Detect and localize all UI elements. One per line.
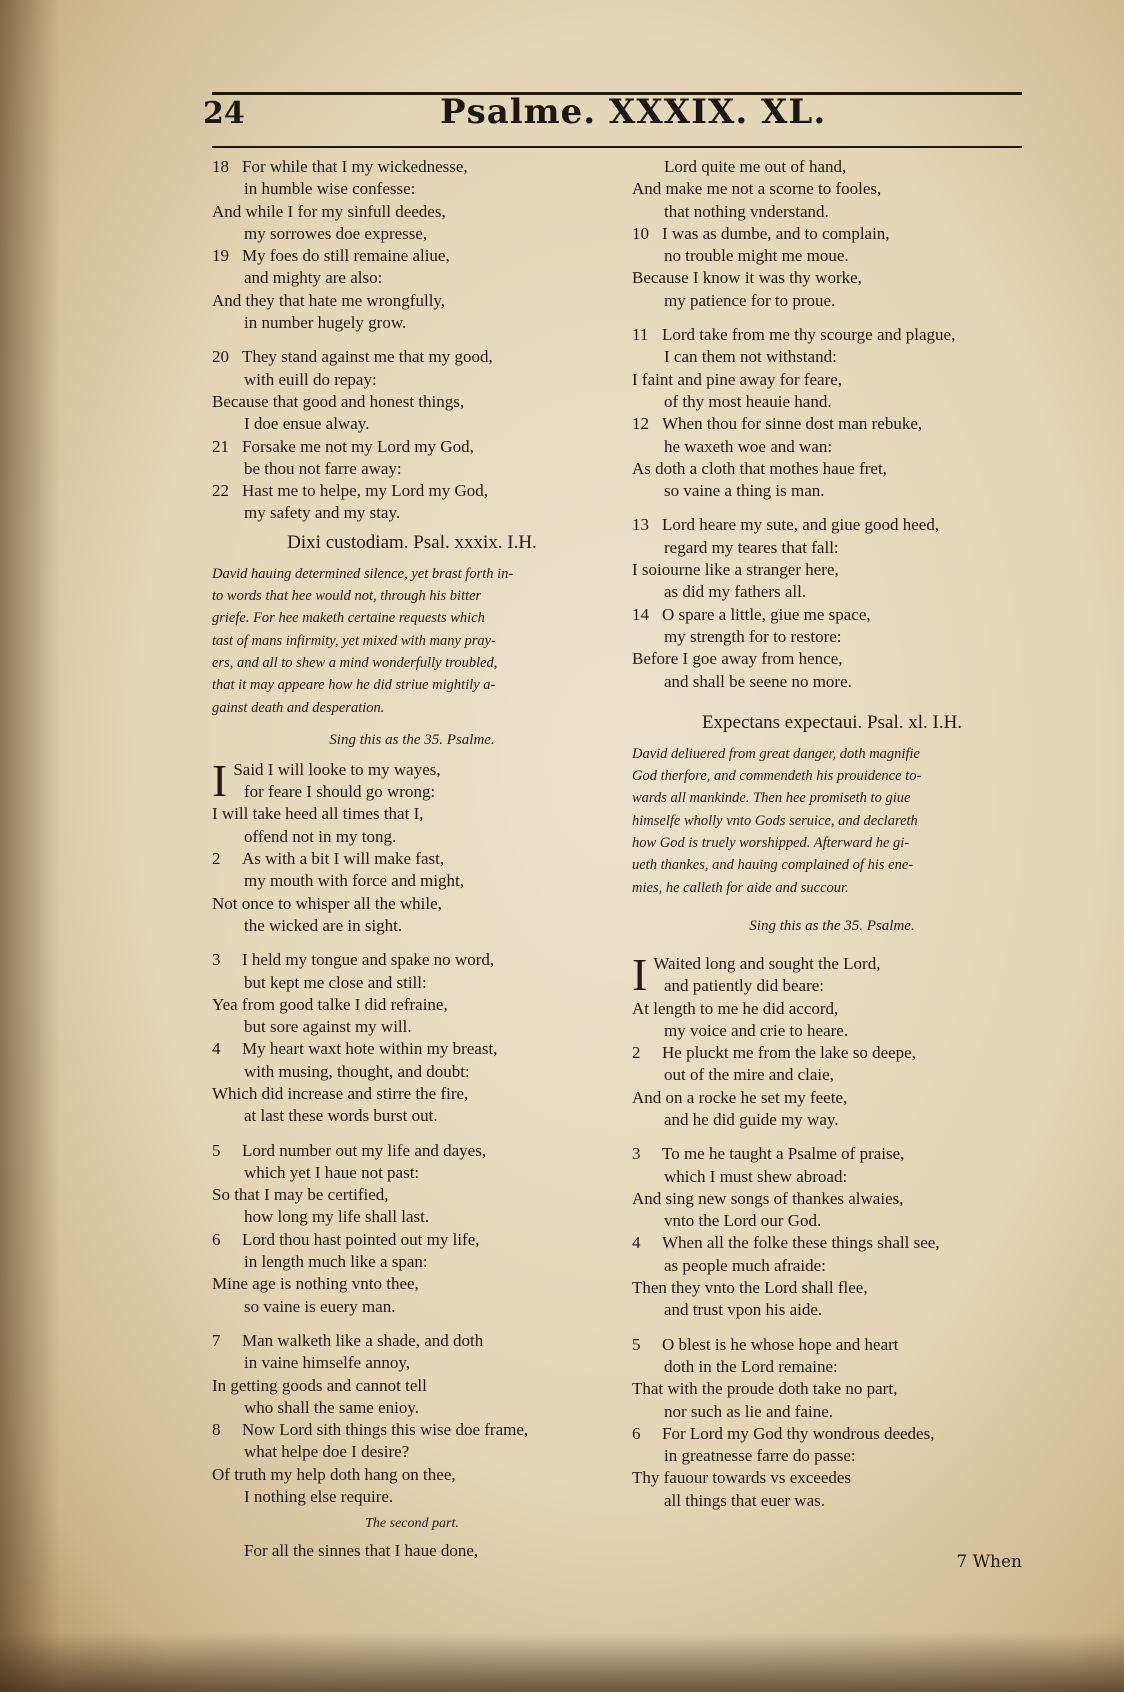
verse-line [212, 1419, 612, 1441]
verse-line [212, 848, 612, 870]
verse-line [212, 1229, 612, 1251]
verse-text: but sore against my will. [244, 1017, 412, 1037]
verse-line [212, 346, 612, 368]
verse-text: all things that euer was. [664, 1490, 825, 1510]
verse-number: 3 [632, 1144, 641, 1164]
stanza-gap [632, 312, 1032, 324]
verse-text: he waxeth woe and wan: [664, 436, 833, 456]
verse-text: I soiourne like a stranger here, [632, 560, 839, 580]
argument-line: to words that hee would not, through his bitter [212, 588, 482, 605]
verse-line [632, 178, 1032, 200]
verse-line [632, 346, 1032, 368]
verse-line [212, 1083, 612, 1105]
verse-text: Because that good and honest things, [212, 391, 465, 411]
argument-line: David deliuered from great danger, doth magnifie [632, 745, 920, 762]
verse-number: 18 [212, 157, 229, 176]
running-title: Psalme. XXXIX. XL. [440, 92, 827, 132]
verse-line [632, 290, 1032, 312]
verse-text: how long my life shall last. [244, 1207, 430, 1227]
verse-line [632, 1020, 1032, 1042]
verse-line [212, 391, 612, 413]
page-gutter-shadow [0, 0, 60, 1692]
psalm-39-ending [632, 156, 1032, 693]
verse-text: and trust vpon his aide. [664, 1300, 823, 1320]
stanza-gap [632, 502, 1032, 514]
verse-line [212, 502, 612, 524]
verse-number: 21 [212, 436, 229, 456]
verse-line [212, 267, 612, 289]
verse-text: Lord quite me out of hand, [664, 157, 847, 176]
verse-text: what helpe doe I desire? [244, 1442, 410, 1462]
verse-text: I was as dumbe, and to complain, [662, 223, 890, 243]
argument-line: gainst death and desperation. [212, 699, 385, 716]
verse-text: And sing new songs of thankes alwaies, [632, 1188, 904, 1208]
verse-line [632, 458, 1032, 480]
argument-line: mies, he calleth for aide and succour. [632, 879, 849, 896]
verse-text: They stand against me that my good, [242, 347, 493, 367]
verse-line [632, 1210, 1032, 1232]
verse-line [632, 581, 1032, 603]
verse-text: O blest is he whose hope and heart [662, 1334, 899, 1354]
verse-line [632, 480, 1032, 502]
argument-line: God therfore, and commendeth his prouidence to- [632, 768, 922, 785]
verse-number: 6 [632, 1423, 641, 1443]
verse-text: and mighty are also: [244, 268, 383, 288]
verse-text: He pluckt me from the lake so deepe, [662, 1043, 916, 1063]
verse-line [212, 1397, 612, 1419]
verse-line [632, 1109, 1032, 1131]
verse-text: When thou for sinne dost man rebuke, [662, 414, 923, 434]
verse-line [632, 223, 1032, 245]
verse-line [632, 1299, 1032, 1321]
verse-line [632, 1334, 1032, 1356]
verse-line: Waited long and sought the Lord, [653, 953, 881, 973]
verse-text: When all the folke these things shall see, [662, 1233, 940, 1253]
verse-text: Lord heare my sute, and giue good heed, [662, 515, 940, 535]
verse-line [632, 156, 1032, 178]
verse-line [212, 1140, 612, 1162]
verse-number: 3 [212, 950, 221, 970]
psalm-argument [212, 563, 612, 719]
verse-text: At length to me he did accord, [632, 998, 839, 1018]
verse-line [632, 436, 1032, 458]
psalm-39-verses [212, 803, 612, 1508]
verse-number: 8 [212, 1420, 221, 1440]
verse-text: Thy fauour towards vs exceedes [632, 1468, 852, 1488]
verse-text: out of the mire and claie, [664, 1065, 834, 1085]
verse-line [632, 559, 1032, 581]
verse-text: Now Lord sith things this wise doe frame, [242, 1420, 529, 1440]
catchword: 7 When [956, 1552, 1022, 1572]
verse-text: Then they vnto the Lord shall flee, [632, 1278, 868, 1298]
verse-line [212, 949, 612, 971]
right-column [632, 156, 1032, 1512]
psalm-40-verses [632, 998, 1032, 1513]
verse-line [212, 1273, 612, 1295]
verse-line [632, 1064, 1032, 1086]
page-number: 24 [203, 96, 245, 131]
verse-line [212, 1061, 612, 1083]
verse-line [212, 972, 612, 994]
verse-text: in number hugely grow. [244, 313, 407, 333]
verse-line [632, 648, 1032, 670]
verse-line [632, 1401, 1032, 1423]
verse-text: My foes do still remaine aliue, [242, 246, 450, 266]
verse-text: Of truth my help doth hang on thee, [212, 1464, 456, 1484]
verse-text: but kept me close and still: [244, 972, 427, 992]
verse-text: my patience for to proue. [664, 290, 836, 310]
verse-line [212, 178, 612, 200]
verse-text: Man walketh like a shade, and doth [242, 1330, 484, 1350]
verse-text: nor such as lie and faine. [664, 1401, 833, 1421]
verse-line [212, 1486, 612, 1508]
verse-text: with musing, thought, and doubt: [244, 1061, 470, 1081]
verse-line [632, 245, 1032, 267]
verse-text: For Lord my God thy wondrous deedes, [662, 1423, 935, 1443]
verse-text: my safety and my stay. [244, 503, 401, 523]
verse-line [212, 290, 612, 312]
verse-text: I nothing else require. [244, 1487, 394, 1507]
tune-instruction: Sing this as the 35. Psalme. [749, 917, 915, 934]
verse-number: 6 [212, 1229, 221, 1249]
verse-text: So that I may be certified, [212, 1185, 389, 1205]
verse-line [212, 480, 612, 502]
verse-one [212, 754, 612, 806]
argument-line: ers, and all to shew a mind wonderfully troubled, [212, 654, 498, 671]
stanza-gap [212, 334, 612, 346]
verse-line [632, 324, 1032, 346]
verse-line [632, 1042, 1032, 1064]
verse-text: For while that I my wickednesse, [242, 157, 468, 176]
verse-line [212, 803, 612, 825]
verse-line [632, 369, 1032, 391]
verse-line [632, 1232, 1032, 1254]
verse-line [212, 1375, 612, 1397]
verse-text: I will take heed all times that I, [212, 804, 424, 824]
argument-line: tast of mans infirmity, yet mixed with many pray- [212, 632, 496, 649]
verse-line [632, 413, 1032, 435]
verse-line [212, 994, 612, 1016]
verse-text: in humble wise confesse: [244, 179, 416, 199]
verse-line [212, 312, 612, 334]
stanza-gap [632, 1322, 1032, 1334]
verse-text: in greatnesse farre do passe: [664, 1446, 856, 1466]
argument-line: griefe. For hee maketh certaine requests which [212, 610, 485, 627]
verse-text: my strength for to restore: [664, 626, 842, 646]
verse-line [632, 267, 1032, 289]
argument-line: how God is truely worshipped. Afterward he gi- [632, 835, 910, 852]
verse-text: doth in the Lord remaine: [664, 1356, 838, 1376]
verse-text: as people much afraide: [664, 1255, 826, 1275]
verse-number: 11 [632, 325, 649, 345]
verse-line: For all the sinnes that I haue done, [244, 1541, 479, 1561]
verse-number: 5 [212, 1140, 221, 1160]
verse-line [212, 436, 612, 458]
verse-text: my mouth with force and might, [244, 871, 465, 891]
drop-cap: I [632, 948, 648, 1000]
verse-text: Lord thou hast pointed out my life, [242, 1229, 480, 1249]
verse-text: In getting goods and cannot tell [212, 1375, 427, 1395]
verse-text: Hast me to helpe, my Lord my God, [242, 481, 488, 501]
part-label: The second part. [365, 1516, 459, 1532]
verse-line [212, 1251, 612, 1273]
verse-text: so vaine is euery man. [244, 1296, 396, 1316]
verse-text: my sorrowes doe expresse, [244, 223, 428, 243]
verse-number: 12 [632, 414, 649, 434]
verse-text: vnto the Lord our God. [664, 1211, 822, 1231]
tune-instruction: Sing this as the 35. Psalme. [329, 731, 495, 748]
verse-line [632, 537, 1032, 559]
verse-text: O spare a little, giue me space, [662, 604, 871, 624]
verse-line [212, 1206, 612, 1228]
verse-text: And while I for my sinfull deedes, [212, 201, 446, 221]
verse-line [212, 458, 612, 480]
verse-line [212, 1296, 612, 1318]
verse-line [632, 1143, 1032, 1165]
verse-line [632, 998, 1032, 1020]
verse-line [632, 1467, 1032, 1489]
verse-number: 2 [212, 849, 221, 869]
verse-text: Forsake me not my Lord my God, [242, 436, 474, 456]
verse-number: 2 [632, 1043, 641, 1063]
verse-text: Which did increase and stirre the fire, [212, 1083, 469, 1103]
verse-line [632, 671, 1032, 693]
verse-line [212, 223, 612, 245]
verse-text: so vaine a thing is man. [664, 481, 825, 501]
verse-text: And make me not a scorne to fooles, [632, 179, 882, 199]
stanza-gap [212, 1128, 612, 1140]
left-column [212, 156, 612, 1563]
verse-line [212, 826, 612, 848]
verse-line [212, 201, 612, 223]
verse-text: offend not in my tong. [244, 826, 397, 846]
stanza-gap [632, 1131, 1032, 1143]
verse-text: As with a bit I will make fast, [242, 849, 445, 869]
verse-line [632, 391, 1032, 413]
verse-line [632, 1277, 1032, 1299]
verse-text: in vaine himselfe annoy, [244, 1353, 411, 1373]
header-bottom-rule [212, 146, 1022, 148]
verse-number: 10 [632, 223, 649, 243]
psalm-heading: Expectans expectaui. Psal. xl. I.H. [701, 711, 963, 733]
verse-text: Mine age is nothing vnto thee, [212, 1274, 419, 1294]
verse-text: Lord number out my life and dayes, [242, 1140, 487, 1160]
verse-text: As doth a cloth that mothes haue fret, [632, 458, 887, 478]
verse-line [212, 1162, 612, 1184]
verse-line [632, 514, 1032, 536]
psalm-heading: Dixi custodiam. Psal. xxxix. I.H. [287, 531, 537, 553]
verse-text: That with the proude doth take no part, [632, 1379, 898, 1399]
verse-line [632, 1356, 1032, 1378]
verse-line [212, 1330, 612, 1352]
verse-line: Said I will looke to my wayes, [233, 759, 441, 779]
verse-text: at last these words burst out. [244, 1106, 438, 1126]
verse-line [212, 870, 612, 892]
verse-line [632, 626, 1032, 648]
verse-line [212, 369, 612, 391]
verse-text: And they that hate me wrongfully, [212, 290, 446, 310]
verse-line [632, 604, 1032, 626]
verse-line [212, 1464, 612, 1486]
drop-cap: I [212, 754, 228, 806]
verse-line [212, 1352, 612, 1374]
verse-text: Not once to whisper all the while, [212, 893, 442, 913]
verse-text: which I must shew abroad: [664, 1166, 848, 1186]
verse-line [212, 1184, 612, 1206]
verse-text: Because I know it was thy worke, [632, 268, 862, 288]
verse-text: I doe ensue alway. [244, 414, 370, 434]
verse-text: who shall the same enioy. [244, 1397, 419, 1417]
verse-text: the wicked are in sight. [244, 915, 403, 935]
psalm-argument [632, 743, 1032, 899]
verse-text: as did my fathers all. [664, 582, 807, 602]
verse-line [212, 245, 612, 267]
verse-text: which yet I haue not past: [244, 1162, 420, 1182]
verse-number: 7 [212, 1330, 221, 1350]
verse-text: my voice and crie to heare. [664, 1020, 849, 1040]
verse-text: I faint and pine away for feare, [632, 369, 843, 389]
verse-text: Lord take from me thy scourge and plague, [662, 325, 956, 345]
verse-line [632, 1490, 1032, 1512]
verse-text: regard my teares that fall: [664, 537, 839, 557]
verse-number: 19 [212, 246, 229, 266]
verse-number: 14 [632, 604, 649, 624]
verse-line [212, 1038, 612, 1060]
verse-line [212, 1441, 612, 1463]
verse-line [212, 1016, 612, 1038]
verse-number: 22 [212, 481, 229, 501]
verse-line [632, 1255, 1032, 1277]
verse-number: 13 [632, 515, 649, 535]
argument-line: David hauing determined silence, yet brast forth in- [212, 565, 514, 582]
verse-text: that nothing vnderstand. [664, 201, 829, 221]
verse-line [632, 1087, 1032, 1109]
verse-line [632, 1378, 1032, 1400]
verse-number: 4 [632, 1233, 641, 1253]
page-bottom-edge [0, 1632, 1124, 1692]
verse-text: and shall be seene no more. [664, 671, 852, 691]
verse-text: I held my tongue and spake no word, [242, 950, 495, 970]
verse-text: I can them not withstand: [664, 347, 837, 367]
verse-line [632, 1445, 1032, 1467]
verse-line [212, 156, 612, 178]
verse-line [632, 1423, 1032, 1445]
verse-line: and patiently did beare: [664, 976, 825, 996]
argument-line: ueth thankes, and hauing complained of his ene- [632, 857, 914, 874]
verse-text: of thy most heauie hand. [664, 391, 832, 411]
argument-line: wards all mankinde. Then hee promiseth to giue [632, 790, 911, 807]
verse-text: with euill do repay: [244, 369, 377, 389]
verse-text: in length much like a span: [244, 1252, 428, 1272]
verse-line [212, 1105, 612, 1127]
verse-number: 5 [632, 1334, 641, 1354]
verse-line [212, 915, 612, 937]
stanza-gap [212, 1318, 612, 1330]
verse-text: Before I goe away from hence, [632, 649, 843, 669]
stanza-gap [212, 937, 612, 949]
verse-line [632, 1166, 1032, 1188]
argument-line: himselfe wholly vnto Gods seruice, and declareth [632, 812, 918, 829]
verse-one [632, 948, 1032, 1000]
verse-line [632, 1188, 1032, 1210]
verse-line [212, 413, 612, 435]
verse-number: 20 [212, 347, 229, 367]
verse-text: To me he taught a Psalme of praise, [662, 1144, 905, 1164]
verse-line [212, 893, 612, 915]
verse-line: for feare I should go wrong: [244, 782, 436, 802]
verse-text: and he did guide my way. [664, 1109, 839, 1129]
verse-text: no trouble might me moue. [664, 246, 849, 266]
verse-line [632, 201, 1032, 223]
verse-text: be thou not farre away: [244, 458, 402, 478]
verse-text: And on a rocke he set my feete, [632, 1087, 848, 1107]
verse-text: My heart waxt hote within my breast, [242, 1039, 498, 1059]
argument-line: that it may appeare how he did striue mightily a- [212, 677, 496, 694]
verse-number: 4 [212, 1039, 221, 1059]
psalm-39-continuation [212, 156, 612, 525]
verse-text: Yea from good talke I did refraine, [212, 994, 448, 1014]
